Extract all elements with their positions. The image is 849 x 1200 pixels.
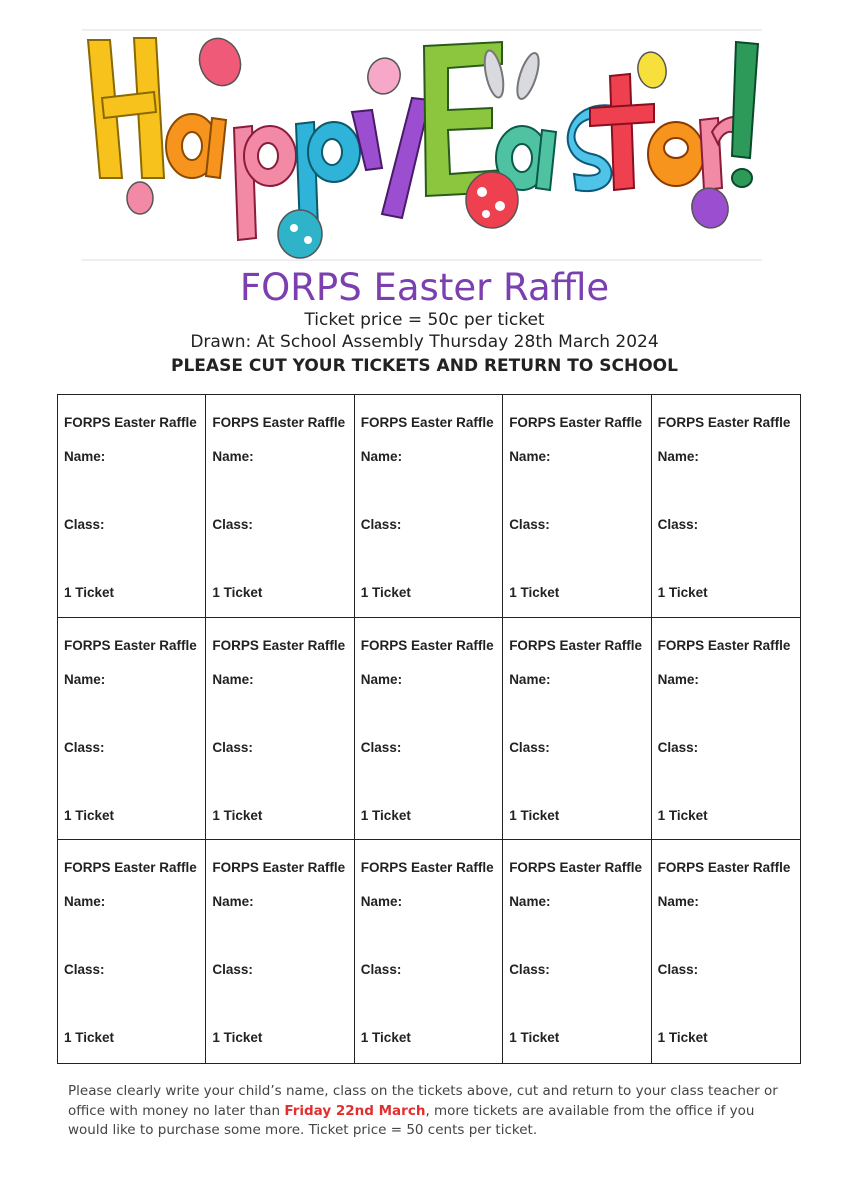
ticket-name-label: Name:	[509, 671, 551, 687]
raffle-ticket	[503, 618, 651, 841]
ticket-heading: FORPS Easter Raffle	[212, 415, 346, 430]
ticket-heading: FORPS Easter Raffle	[360, 637, 494, 653]
raffle-ticket	[652, 618, 800, 841]
raffle-ticket	[652, 395, 800, 618]
ticket-heading: FORPS Easter Raffle	[657, 637, 791, 653]
ticket-name-label: Name:	[360, 671, 403, 687]
bunny-ears	[481, 49, 543, 101]
ticket-name-label: Name:	[64, 671, 106, 687]
ticket-name-label: Name:	[212, 449, 254, 464]
raffle-ticket	[206, 840, 354, 1063]
raffle-ticket	[355, 840, 503, 1063]
ticket-class-label: Class:	[657, 517, 699, 532]
ticket-heading: FORPS Easter Raffle	[360, 415, 494, 430]
ticket-name-label: Name:	[360, 449, 403, 464]
letter-e2	[648, 122, 704, 186]
ticket-heading: FORPS Easter Raffle	[64, 637, 197, 653]
letter-y	[352, 98, 430, 218]
ticket-class-label: Class:	[64, 739, 105, 755]
ticket-class-label: Class:	[360, 517, 402, 532]
ticket-name-label: Name:	[64, 894, 106, 910]
ticket-count-label: 1 Ticket	[64, 585, 115, 600]
ticket-count-label: 1 Ticket	[509, 1030, 560, 1046]
ticket-class-label: Class:	[64, 517, 105, 532]
deadline-date: Friday 22nd March	[284, 1102, 426, 1119]
return-instructions	[68, 1082, 788, 1141]
ticket-heading: FORPS Easter Raffle	[64, 860, 197, 876]
ticket-class-label: Class:	[509, 517, 550, 532]
ticket-class-label: Class:	[657, 962, 699, 978]
ticket-heading: FORPS Easter Raffle	[360, 860, 494, 876]
cut-instruction: PLEASE CUT YOUR TICKETS AND RETURN TO SCHOOL	[171, 356, 678, 376]
ticket-class-label: Class:	[212, 517, 253, 532]
exclamation	[732, 42, 758, 187]
raffle-ticket	[58, 840, 206, 1063]
footer-text-start: Please clearly write your child’s name, class on the tickets above, cut and return to your class teacher or office with money no later than	[68, 1083, 778, 1119]
raffle-title: FORPS Easter Raffle	[239, 266, 610, 309]
ticket-heading: FORPS Easter Raffle	[64, 415, 197, 430]
ticket-heading: FORPS Easter Raffle	[657, 415, 791, 430]
ticket-name-label: Name:	[64, 449, 106, 464]
ticket-count-label: 1 Ticket	[360, 807, 411, 823]
ticket-count-label: 1 Ticket	[509, 807, 560, 823]
ticket-count-label: 1 Ticket	[657, 585, 708, 600]
happy-easter-illustration	[82, 28, 762, 262]
ticket-name-label: Name:	[509, 894, 551, 910]
ticket-count-label: 1 Ticket	[212, 1030, 263, 1046]
ticket-heading: FORPS Easter Raffle	[509, 637, 642, 653]
ticket-name-label: Name:	[509, 449, 551, 464]
raffle-ticket	[503, 840, 651, 1063]
ticket-heading: FORPS Easter Raffle	[657, 860, 791, 876]
ticket-name-label: Name:	[657, 449, 699, 464]
ticket-name-label: Name:	[360, 894, 403, 910]
ticket-name-label: Name:	[212, 894, 254, 910]
ticket-heading: FORPS Easter Raffle	[212, 860, 346, 876]
ticket-count-label: 1 Ticket	[360, 585, 411, 600]
ticket-class-label: Class:	[509, 962, 550, 978]
ticket-count-label: 1 Ticket	[360, 1030, 411, 1046]
ticket-name-label: Name:	[657, 671, 699, 687]
raffle-ticket	[355, 395, 503, 618]
ticket-class-label: Class:	[64, 962, 105, 978]
ticket-count-label: 1 Ticket	[657, 1030, 708, 1046]
ticket-class-label: Class:	[509, 739, 550, 755]
raffle-ticket	[58, 618, 206, 841]
raffle-ticket	[58, 395, 206, 618]
ticket-heading: FORPS Easter Raffle	[509, 860, 642, 876]
raffle-ticket	[652, 840, 800, 1063]
ticket-class-label: Class:	[212, 739, 253, 755]
raffle-ticket	[355, 618, 503, 841]
ticket-heading: FORPS Easter Raffle	[509, 415, 642, 430]
letter-a	[166, 114, 226, 178]
ticket-count-label: 1 Ticket	[64, 1030, 115, 1046]
ticket-count-label: 1 Ticket	[509, 585, 560, 600]
ticket-heading: FORPS Easter Raffle	[212, 637, 346, 653]
ticket-count-label: 1 Ticket	[64, 807, 115, 823]
ticket-count-label: 1 Ticket	[212, 807, 263, 823]
raffle-ticket	[503, 395, 651, 618]
raffle-ticket	[206, 618, 354, 841]
letter-h	[88, 38, 164, 178]
ticket-class-label: Class:	[657, 739, 699, 755]
ticket-price-line: Ticket price = 50c per ticket	[304, 310, 545, 330]
ticket-name-label: Name:	[212, 671, 254, 687]
ticket-count-label: 1 Ticket	[212, 585, 263, 600]
ticket-name-label: Name:	[657, 894, 699, 910]
footer-text-end: , more tickets are available from the office if you would like to purchase some more. Ticket price = 50 cents per ticket.	[68, 1102, 755, 1138]
ticket-class-label: Class:	[212, 962, 253, 978]
ticket-class-label: Class:	[360, 739, 402, 755]
ticket-class-label: Class:	[360, 962, 402, 978]
raffle-ticket	[206, 395, 354, 618]
draw-date-line: Drawn: At School Assembly Thursday 28th March 2024	[190, 332, 659, 352]
happy-easter-banner	[82, 28, 762, 262]
ticket-count-label: 1 Ticket	[657, 807, 708, 823]
ticket-grid	[57, 394, 801, 1064]
